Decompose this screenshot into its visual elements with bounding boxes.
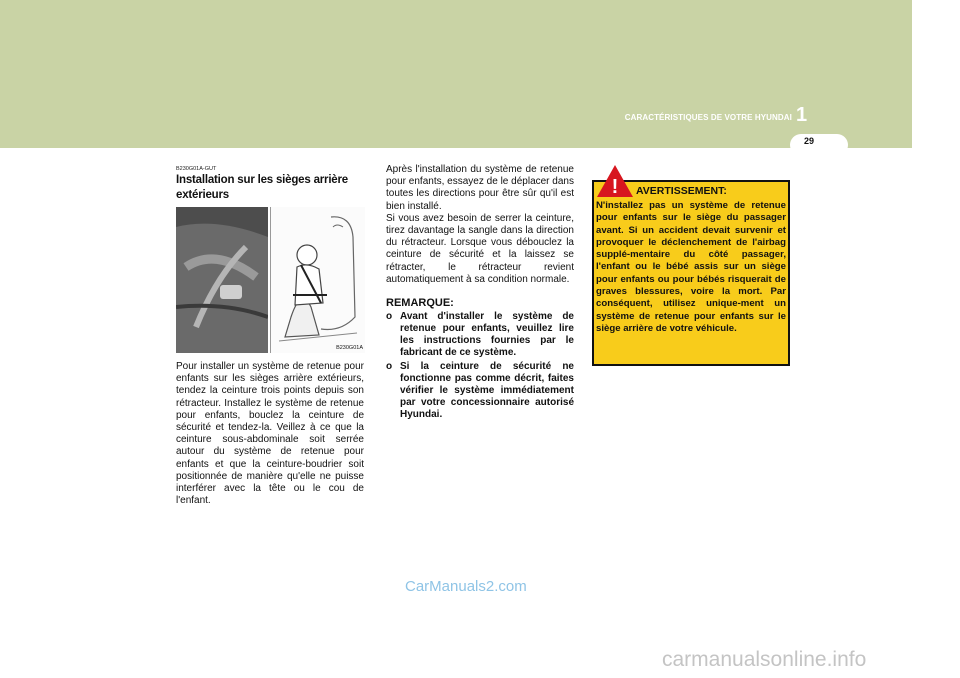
list-item: o Si la ceinture de sécurité ne fonctionne pas comme décrit, faites vérifier le système immédiatement par votre concessionnaire autorisé Hyundai. xyxy=(386,361,574,421)
child-seat-drawing xyxy=(270,207,365,353)
remarque-list xyxy=(386,311,574,421)
warning-title: AVERTISSEMENT: xyxy=(636,185,727,197)
middle-column xyxy=(386,164,574,423)
section-code: B230G01A-GUT xyxy=(176,166,217,172)
section-heading: Installation sur les sièges arrière extérieurs xyxy=(176,174,348,201)
paragraph-after-install: Après l'installation du système de retenue pour enfants, essayez de le déplacer dans toutes les directions pour être sûr qu'il est bien installé. xyxy=(386,164,574,212)
section-title: CARACTÉRISTIQUES DE VOTRE HYUNDAI xyxy=(624,113,792,122)
left-column xyxy=(176,166,364,507)
figure-code: B230G01A xyxy=(336,345,363,351)
seat-belt-photo xyxy=(176,207,268,353)
list-item: o Avant d'installer le système de retenue pour enfants, veuillez lire les instructions fournies par le fabricant de ce système. xyxy=(386,311,574,359)
warning-symbol: ! xyxy=(611,176,619,198)
watermark-carmanualsonline: carmanualsonline.info xyxy=(662,648,867,671)
header-band xyxy=(0,0,912,148)
installation-body: Pour installer un système de retenue pour enfants sur les sièges arrière extérieurs, tendez la ceinture trois points depuis son rétracteur. Installez le système de retenue pour enfants, bouclez la ceinture de sécurité et tendez-la. Veillez à ce que la ceinture sous-abdominale soit serrée autour du système de retenue pour enfants et que la ceinture-boudrier soit positionnée de manière qu'elle ne puisse interférer avec la tête ou le cou de l'enfant. xyxy=(176,361,364,507)
warning-text: N'installez pas un système de retenue pour enfants sur le siège du passager avant. Si un accident devait survenir et provoquer le déclenchement de l'airbag supplé-mentaire du côté passager, l'enfant ou le bébé assis sur un siège pour enfants ou pour bébés risquerait de graves blessures, voire la mort. Par conséquent, utilisez unique-ment un système de retenue pour enfants sur le siège arrière de votre véhicule. xyxy=(596,200,786,334)
exclamation-triangle-icon xyxy=(596,164,634,198)
paragraph-tighten-belt: Si vous avez besoin de serrer la ceinture, tirez davantage la sangle dans la direction du rétracteur. Lorsque vous débouclez la ceinture de sécurité et la laissez se rétracter, le rétracteur revient automatiquement à sa condition normale. xyxy=(386,212,574,285)
chapter-number: 1 xyxy=(796,104,808,126)
page-number: 29 xyxy=(803,136,814,146)
bullet-marker: o xyxy=(386,311,393,323)
bullet-marker: o xyxy=(386,361,393,373)
installation-figure xyxy=(176,207,364,353)
watermark-carmanuals2: CarManuals2.com xyxy=(405,578,527,595)
remarque-title: REMARQUE: xyxy=(386,297,454,310)
